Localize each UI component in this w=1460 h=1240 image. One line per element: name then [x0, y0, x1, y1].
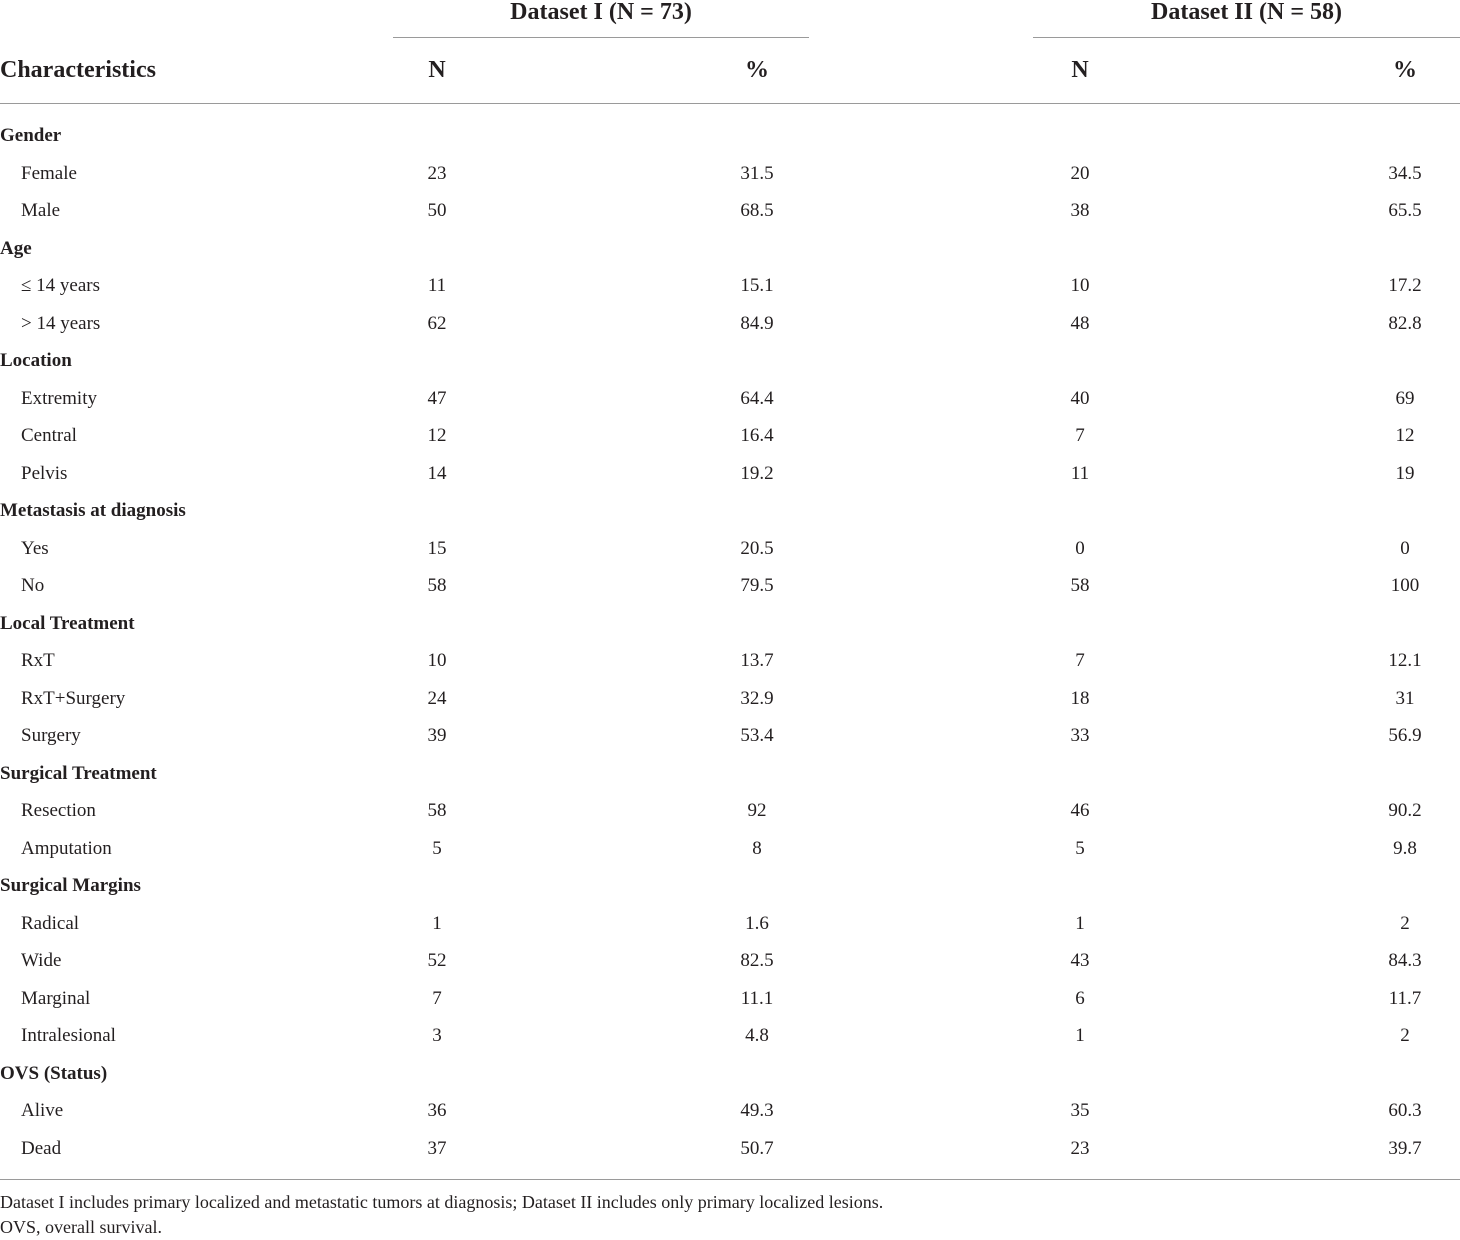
cell-percent-dataset-1: 32.9 — [740, 687, 774, 709]
cell-percent-dataset-1: 16.4 — [740, 425, 774, 446]
cell-percent-dataset-1: 84.9 — [740, 312, 774, 334]
row-label: Male — [21, 200, 61, 221]
cell-n-dataset-2: 6 — [1075, 987, 1085, 1009]
header-n-dataset-2: N — [1071, 57, 1089, 83]
category-label: Location — [0, 350, 72, 371]
row-label: Amputation — [21, 837, 112, 859]
category-row — [0, 755, 1460, 793]
table-row — [0, 1092, 1460, 1130]
row-label: > 14 years — [21, 312, 101, 334]
table-row — [0, 567, 1460, 605]
table-row — [0, 980, 1460, 1018]
cell-percent-dataset-1: 8 — [752, 837, 762, 859]
header-n-dataset-1: N — [428, 57, 446, 83]
row-label: Dead — [21, 1137, 62, 1159]
cell-n-dataset-2: 7 — [1075, 650, 1085, 671]
row-label: Yes — [21, 537, 49, 559]
category-row — [0, 342, 1460, 380]
table-row — [0, 642, 1460, 680]
table-row — [0, 267, 1460, 305]
cell-n-dataset-1: 47 — [427, 387, 447, 409]
table-body — [0, 117, 1460, 1167]
cell-percent-dataset-2: 31 — [1395, 687, 1415, 709]
cell-percent-dataset-2: 82.8 — [1388, 312, 1422, 334]
cell-percent-dataset-2: 65.5 — [1388, 200, 1422, 221]
cell-percent-dataset-1: 1.6 — [745, 912, 769, 934]
cell-percent-dataset-1: 92 — [747, 800, 767, 821]
cell-n-dataset-2: 7 — [1075, 425, 1085, 446]
cell-n-dataset-1: 3 — [432, 1025, 442, 1046]
category-label: Gender — [0, 125, 62, 146]
cell-n-dataset-2: 1 — [1075, 1025, 1085, 1046]
cell-n-dataset-1: 39 — [427, 725, 447, 746]
row-label: Pelvis — [21, 462, 68, 484]
cell-n-dataset-2: 10 — [1070, 275, 1090, 296]
cell-percent-dataset-2: 9.8 — [1393, 837, 1417, 859]
cell-percent-dataset-2: 60.3 — [1388, 1100, 1422, 1121]
cell-percent-dataset-2: 90.2 — [1388, 800, 1422, 821]
table-row — [0, 417, 1460, 455]
cell-n-dataset-1: 58 — [427, 800, 447, 821]
cell-n-dataset-1: 52 — [427, 950, 447, 971]
cell-percent-dataset-2: 11.7 — [1388, 987, 1422, 1009]
footnotes — [0, 1190, 883, 1240]
table-row — [0, 530, 1460, 568]
cell-n-dataset-1: 5 — [432, 837, 442, 859]
table-row — [0, 792, 1460, 830]
row-label: ≤ 14 years — [21, 275, 101, 296]
cell-n-dataset-1: 58 — [427, 575, 447, 596]
cell-n-dataset-1: 10 — [427, 650, 447, 671]
cell-percent-dataset-2: 0 — [1400, 537, 1410, 559]
header-percent-dataset-2: % — [1393, 57, 1417, 83]
row-label: Marginal — [21, 987, 91, 1009]
cell-n-dataset-2: 0 — [1075, 537, 1085, 559]
cell-n-dataset-1: 50 — [427, 200, 447, 221]
row-label: Radical — [21, 912, 80, 934]
cell-n-dataset-1: 37 — [427, 1137, 447, 1159]
cell-n-dataset-2: 38 — [1070, 200, 1090, 221]
cell-percent-dataset-1: 4.8 — [745, 1025, 769, 1046]
category-row — [0, 867, 1460, 905]
cell-n-dataset-2: 40 — [1070, 387, 1090, 409]
footnote-datasets: Dataset I includes primary localized and metastatic tumors at diagnosis; Dataset II includes only primary localized lesions. — [0, 1192, 884, 1212]
cell-percent-dataset-1: 19.2 — [740, 462, 774, 484]
group-header-dataset-2: Dataset II (N = 58) — [1151, 0, 1342, 25]
cell-n-dataset-2: 46 — [1070, 800, 1090, 821]
category-row — [0, 230, 1460, 268]
category-label: Surgical Margins — [0, 875, 141, 896]
table-row — [0, 942, 1460, 980]
cell-percent-dataset-2: 12 — [1395, 425, 1415, 446]
cell-n-dataset-1: 15 — [427, 537, 447, 559]
category-row — [0, 605, 1460, 643]
cell-n-dataset-1: 36 — [427, 1100, 447, 1121]
category-label: Local Treatment — [0, 612, 135, 634]
cell-percent-dataset-2: 100 — [1390, 575, 1420, 596]
cell-n-dataset-1: 62 — [427, 312, 447, 334]
footnote-ovs: OVS, overall survival. — [0, 1217, 162, 1237]
row-label: Intralesional — [21, 1025, 116, 1046]
cell-n-dataset-2: 33 — [1070, 725, 1090, 746]
row-label: Resection — [21, 800, 96, 821]
cell-n-dataset-1: 12 — [427, 425, 447, 446]
cell-percent-dataset-2: 39.7 — [1388, 1137, 1422, 1159]
group-header-dataset-1: Dataset I (N = 73) — [510, 0, 692, 25]
cell-percent-dataset-2: 2 — [1400, 1025, 1410, 1046]
cell-percent-dataset-1: 82.5 — [740, 950, 774, 971]
cell-n-dataset-2: 20 — [1070, 162, 1090, 184]
row-label: Wide — [21, 950, 62, 971]
table-row — [0, 717, 1460, 755]
cell-n-dataset-2: 1 — [1075, 912, 1085, 934]
table-row — [0, 1017, 1460, 1055]
header-rule — [0, 103, 1460, 104]
cell-n-dataset-1: 7 — [432, 987, 442, 1009]
bottom-rule — [0, 1179, 1460, 1180]
cell-n-dataset-2: 43 — [1070, 950, 1090, 971]
cell-percent-dataset-2: 84.3 — [1388, 950, 1422, 971]
cell-percent-dataset-1: 11.1 — [740, 987, 774, 1009]
header-percent-dataset-1: % — [745, 57, 769, 83]
cell-n-dataset-2: 48 — [1070, 312, 1090, 334]
cell-percent-dataset-2: 12.1 — [1388, 650, 1422, 671]
row-label: Surgery — [21, 725, 81, 746]
cell-n-dataset-1: 23 — [427, 162, 447, 184]
row-label: No — [21, 575, 45, 596]
cell-n-dataset-2: 18 — [1070, 687, 1090, 709]
row-label: Alive — [21, 1100, 64, 1121]
row-label: RxT+Surgery — [21, 687, 126, 709]
table-row — [0, 155, 1460, 193]
table-row — [0, 680, 1460, 718]
cell-percent-dataset-2: 56.9 — [1388, 725, 1422, 746]
cell-percent-dataset-1: 64.4 — [740, 387, 774, 409]
cell-n-dataset-2: 35 — [1070, 1100, 1090, 1121]
cell-percent-dataset-1: 31.5 — [740, 162, 774, 184]
cell-percent-dataset-1: 68.5 — [740, 200, 774, 221]
cell-n-dataset-2: 11 — [1070, 462, 1090, 484]
header-characteristics: Characteristics — [0, 57, 156, 83]
table-row — [0, 192, 1460, 230]
cell-percent-dataset-2: 69 — [1395, 387, 1415, 409]
cell-n-dataset-1: 1 — [432, 912, 442, 934]
cell-percent-dataset-2: 19 — [1395, 462, 1415, 484]
category-label: Metastasis at diagnosis — [0, 500, 186, 521]
category-row — [0, 117, 1460, 155]
table-row — [0, 380, 1460, 418]
group-rule-dataset-2 — [1033, 37, 1460, 38]
row-label: RxT — [21, 650, 55, 671]
cell-n-dataset-1: 24 — [427, 687, 447, 709]
category-label: Surgical Treatment — [0, 762, 157, 784]
cell-n-dataset-1: 11 — [427, 275, 447, 296]
category-label: OVS (Status) — [0, 1062, 108, 1084]
group-rule-dataset-1 — [393, 37, 809, 38]
category-row — [0, 492, 1460, 530]
table-row — [0, 830, 1460, 868]
category-label: Age — [0, 237, 32, 259]
cell-n-dataset-1: 14 — [427, 462, 447, 484]
cell-percent-dataset-1: 53.4 — [740, 725, 774, 746]
cell-percent-dataset-2: 17.2 — [1388, 275, 1422, 296]
table-row — [0, 1130, 1460, 1168]
table-row — [0, 905, 1460, 943]
cell-n-dataset-2: 58 — [1070, 575, 1090, 596]
row-label: Female — [21, 162, 77, 184]
cell-percent-dataset-1: 20.5 — [740, 537, 774, 559]
cell-percent-dataset-1: 49.3 — [740, 1100, 774, 1121]
row-label: Extremity — [21, 387, 97, 409]
cell-n-dataset-2: 5 — [1075, 837, 1085, 859]
cell-percent-dataset-2: 34.5 — [1388, 162, 1422, 184]
cell-percent-dataset-1: 79.5 — [740, 575, 774, 596]
cell-percent-dataset-2: 2 — [1400, 912, 1410, 934]
category-row — [0, 1055, 1460, 1093]
cell-n-dataset-2: 23 — [1070, 1137, 1090, 1159]
cell-percent-dataset-1: 13.7 — [740, 650, 774, 671]
row-label: Central — [21, 425, 77, 446]
table-row — [0, 455, 1460, 493]
cell-percent-dataset-1: 15.1 — [740, 275, 774, 296]
table-row — [0, 305, 1460, 343]
cell-percent-dataset-1: 50.7 — [740, 1137, 774, 1159]
